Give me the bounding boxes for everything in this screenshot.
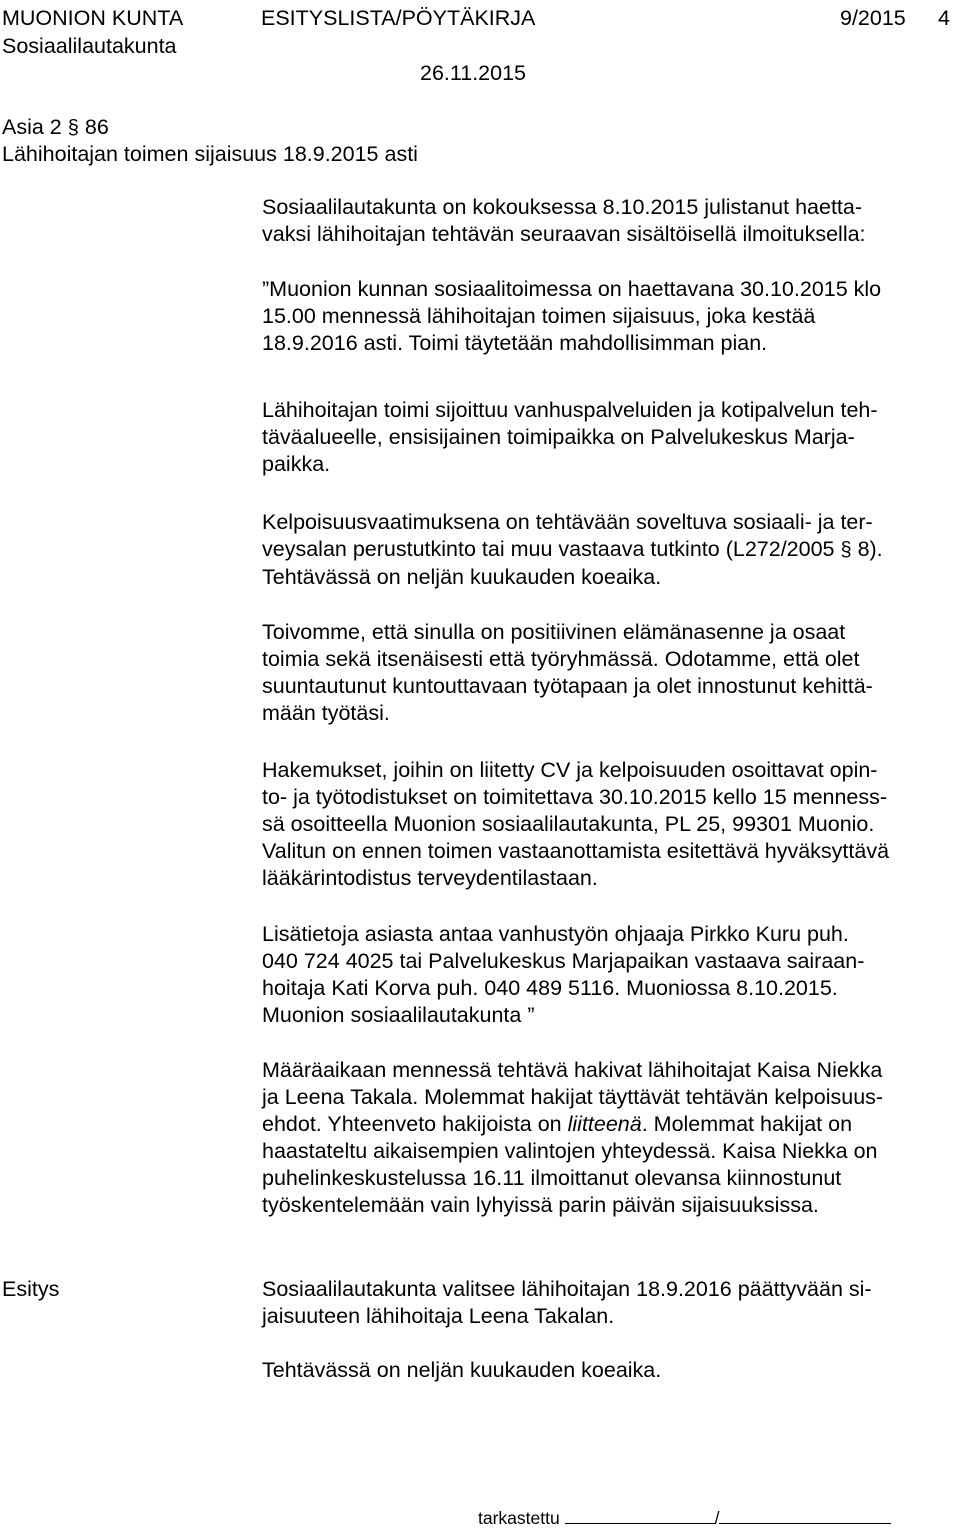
attachment-reference: liitteenä bbox=[567, 1112, 642, 1136]
document-type: ESITYSLISTA/PÖYTÄKIRJA bbox=[261, 6, 536, 30]
text-line: vaksi lähihoitajan tehtävän seuraavan sisältöisellä ilmoituksella: bbox=[262, 222, 866, 246]
text-line: Hakemukset, joihin on liitetty CV ja kelpoisuuden osoittavat opin- bbox=[262, 758, 878, 782]
case-number: Asia 2 bbox=[2, 115, 62, 139]
page-number: 4 bbox=[938, 6, 950, 30]
document-number: 9/2015 bbox=[840, 6, 906, 30]
text-line: hoitaja Kati Korva puh. 040 489 5116. Muoniossa 8.10.2015. bbox=[262, 976, 838, 1000]
text-line: sä osoitteella Muonion sosiaalilautakunta, PL 25, 99301 Muonio. bbox=[262, 812, 875, 836]
signature-separator: / bbox=[714, 1508, 720, 1528]
contact-paragraph bbox=[262, 921, 956, 1029]
reviewed-label: tarkastettu bbox=[478, 1508, 560, 1528]
text-line: Tehtävässä on neljän kuukauden koeaika. bbox=[262, 1358, 662, 1382]
proposal-label: Esitys bbox=[2, 1277, 60, 1301]
text-line: ”Muonion kunnan sosiaalitoimessa on haettavana 30.10.2015 klo bbox=[262, 277, 882, 301]
text-segment: veysalan perustutkinto tai muu vastaava tutkinto (L272/2005 bbox=[262, 537, 841, 561]
text-line: toimia sekä itsenäisesti että työryhmässä. Odotamme, että olet bbox=[262, 647, 860, 671]
text-segment: . Molemmat hakijat on bbox=[641, 1112, 853, 1136]
text-line: Kelpoisuusvaatimuksena on tehtävään soveltuva sosiaali- ja ter- bbox=[262, 510, 873, 534]
text-line: haastateltu aikaisempien valintojen yhteydessä. Kaisa Niekka on bbox=[262, 1139, 878, 1163]
text-line: täväalueelle, ensisijainen toimipaikka on Palvelukeskus Marja- bbox=[262, 425, 855, 449]
workplace-paragraph bbox=[262, 397, 956, 478]
text-line: Lisätietoja asiasta antaa vanhustyön ohjaaja Pirkko Kuru puh. bbox=[262, 922, 849, 946]
text-line: 15.00 mennessä lähihoitajan toimen sijaisuus, joka kestää bbox=[262, 304, 816, 328]
text-line: paikka. bbox=[262, 452, 331, 476]
application-paragraph bbox=[262, 757, 956, 892]
text-line: Valitun on ennen toimen vastaanottamista esitettävä hyväksyttävä bbox=[262, 839, 890, 863]
intro-paragraph bbox=[262, 194, 956, 248]
text-line bbox=[262, 1111, 956, 1138]
attitude-paragraph bbox=[262, 619, 956, 727]
text-line: Sosiaalilautakunta valitsee lähihoitajan 18.9.2016 päättyvään si- bbox=[262, 1277, 872, 1301]
meeting-date: 26.11.2015 bbox=[420, 61, 527, 85]
text-line: Lähihoitajan toimi sijoittuu vanhuspalveluiden ja kotipalvelun teh- bbox=[262, 398, 878, 422]
text-line: mään työtäsi. bbox=[262, 701, 390, 725]
text-line: 18.9.2016 asti. Toimi täytetään mahdollisimman pian. bbox=[262, 331, 768, 355]
text-line: Tehtävässä on neljän kuukauden koeaika. bbox=[262, 565, 662, 589]
qualification-paragraph bbox=[262, 509, 956, 591]
municipality-name: MUONION KUNTA bbox=[2, 6, 184, 30]
text-line: jaisuuteen lähihoitaja Leena Takalan. bbox=[262, 1304, 615, 1328]
proposal-text bbox=[262, 1276, 956, 1330]
text-line: Sosiaalilautakunta on kokouksessa 8.10.2015 julistanut haetta- bbox=[262, 195, 863, 219]
committee-name: Sosiaalilautakunta bbox=[2, 34, 177, 58]
text-line: Muonion sosiaalilautakunta ” bbox=[262, 1003, 535, 1027]
section-number: 86 bbox=[84, 115, 109, 139]
section-mark: § bbox=[67, 117, 79, 139]
text-line bbox=[262, 536, 956, 564]
applicants-paragraph bbox=[262, 1057, 956, 1219]
signature-line bbox=[719, 1506, 891, 1524]
announcement-paragraph bbox=[262, 276, 956, 357]
text-line: työskentelemään vain lyhyissä parin päivän sijaisuuksissa. bbox=[262, 1193, 819, 1217]
section-mark: § bbox=[840, 539, 852, 561]
text-line: lääkärintodistus terveydentilastaan. bbox=[262, 866, 598, 890]
text-line: Toivomme, että sinulla on positiivinen elämänasenne ja osaat bbox=[262, 620, 846, 644]
text-line: to- ja työtodistukset on toimitettava 30.10.2015 kello 15 menness- bbox=[262, 785, 888, 809]
text-line: puhelinkeskustelussa 16.11 ilmoittanut olevansa kiinnostunut bbox=[262, 1166, 842, 1190]
text-segment: 8). bbox=[851, 537, 883, 561]
signature-line bbox=[565, 1506, 715, 1524]
text-line: Määräaikaan mennessä tehtävä hakivat lähihoitajat Kaisa Niekka bbox=[262, 1058, 883, 1082]
text-line: 040 724 4025 tai Palvelukeskus Marjapaikan vastaava sairaan- bbox=[262, 949, 865, 973]
case-heading bbox=[2, 114, 109, 141]
text-line: ja Leena Takala. Molemmat hakijat täyttävät tehtävän kelpoisuus- bbox=[262, 1085, 884, 1109]
case-title: Lähihoitajan toimen sijaisuus 18.9.2015 asti bbox=[2, 142, 418, 166]
text-line: suuntautunut kuntouttavaan työtapaan ja olet innostunut kehittä- bbox=[262, 674, 873, 698]
text-segment: ehdot. Yhteenveto hakijoista on bbox=[262, 1112, 568, 1136]
review-footer bbox=[478, 1505, 891, 1532]
proposal-note bbox=[262, 1357, 956, 1384]
